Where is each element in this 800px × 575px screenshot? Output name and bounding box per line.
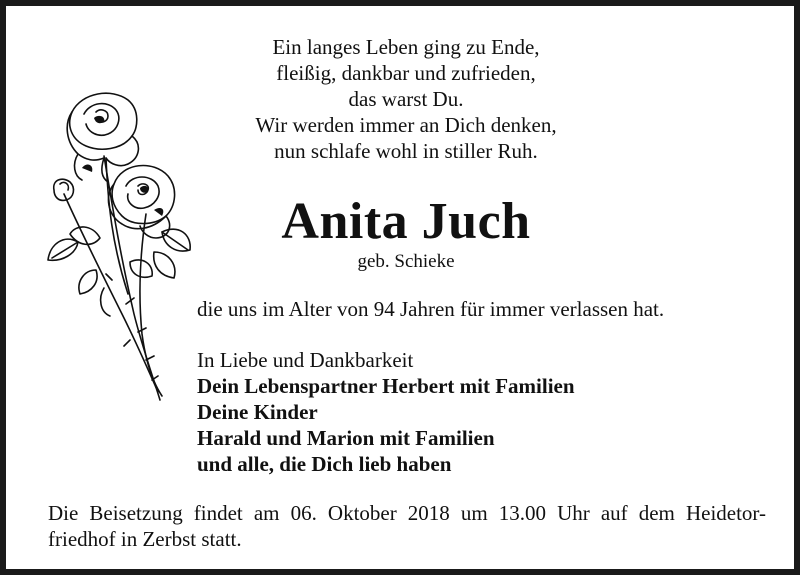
funeral-line: friedhof in Zerbst statt. (48, 527, 242, 551)
maiden-name: geb. Schieke (357, 251, 455, 272)
poem-line: Ein langes Leben ging zu Ende, (272, 35, 540, 59)
mourner-line: Harald und Marion mit Familien (197, 426, 495, 450)
poem-line: Wir werden immer an Dich denken, (255, 113, 557, 137)
statement: die uns im Alter von 94 Jahren für immer verlassen hat. (197, 297, 665, 321)
poem (186, 34, 626, 164)
funeral-line: Die Beisetzung findet am 06. Oktober 2018 um 13.00 Uhr auf dem Heidetor- (48, 501, 766, 525)
mourner-line: und alle, die Dich lieb haben (197, 452, 452, 476)
poem-line: nun schlafe wohl in stiller Ruh. (274, 139, 538, 163)
poem-line: fleißig, dankbar und zufrieden, (276, 61, 536, 85)
mourner-line: Deine Kinder (197, 400, 318, 424)
funeral-info (48, 500, 766, 552)
roses-icon (42, 84, 192, 404)
poem-line: das warst Du. (348, 87, 464, 111)
mourner-line: Dein Lebenspartner Herbert mit Familien (197, 374, 575, 398)
deceased-name: Anita Juch (281, 193, 531, 250)
mourners-intro: In Liebe und Dankbarkeit (197, 348, 414, 372)
mourners (197, 347, 575, 477)
